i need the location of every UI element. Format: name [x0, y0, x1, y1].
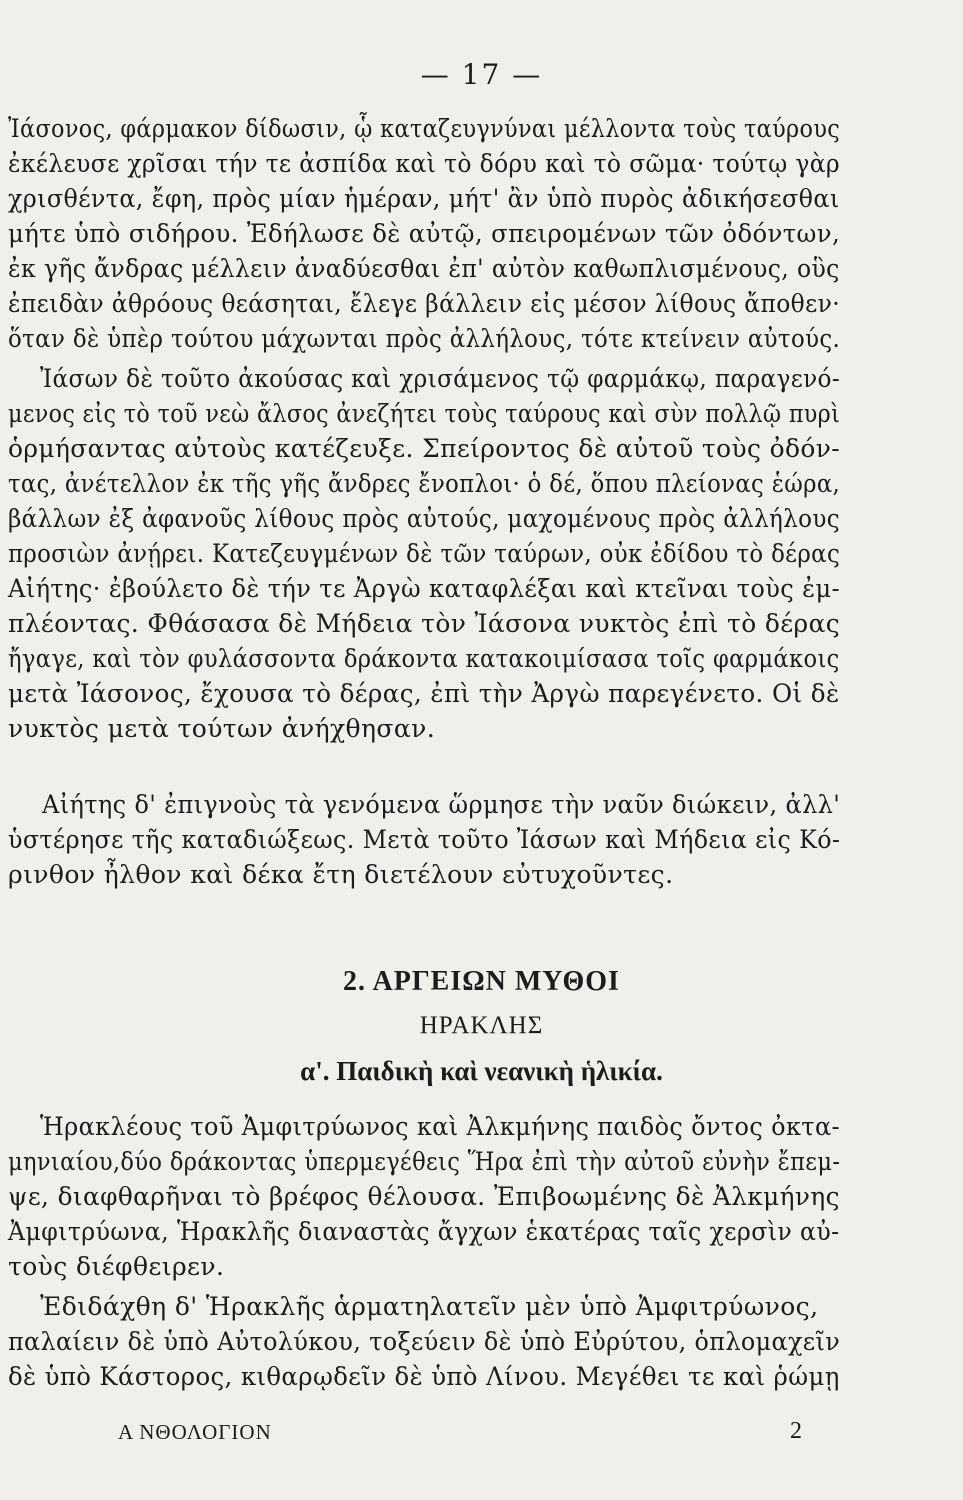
- text-line: μηνιαίου,δύο δράκοντας ὑπερμεγέθεις Ἥρα ἐπὶ τὴν αὐτοῦ εὐνὴν ἔπεμ-: [8, 1147, 841, 1176]
- footer-signature: Α ΝΘΟΛΟΓΙΟΝ: [118, 1420, 272, 1444]
- text-line: ψε, διαφθαρῆναι τὸ βρέφος θέλουσα. Ἐπιβοωμένης δὲ Ἀλκμήνης: [8, 1182, 840, 1211]
- signature-number: 2: [790, 1418, 802, 1444]
- text-line: προσιὼν ἀνῄρει. Κατεζευγμένων δὲ τῶν ταύρων, οὐκ ἐδίδου τὸ δέρας: [8, 539, 841, 568]
- text-line: Ἰάσονος, φάρμακον δίδωσιν, ᾧ καταζευγνύναι μέλλοντα τοὺς ταύρους: [8, 114, 841, 143]
- text-line: Αἰήτης δ' ἐπιγνοὺς τὰ γενόμενα ὥρμησε τὴν ναῦν διώκειν, ἀλλ': [42, 790, 841, 819]
- text-line: μήτε ὑπὸ σιδήρου. Ἐδήλωσε δὲ αὐτῷ, σπειρομένων τῶν ὀδόντων,: [8, 219, 841, 248]
- text-line: ἤγαγε, καὶ τὸν φυλάσσοντα δράκοντα κατακοιμίσασα τοῖς φαρμάκοις: [8, 644, 840, 673]
- text-line: ἐκέλευσε χρῖσαι τήν τε ἀσπίδα καὶ τὸ δόρυ καὶ τὸ σῶμα· τούτῳ γὰρ: [8, 149, 841, 178]
- text-line: Ἀμφιτρύωνα, Ἡρακλῆς διαναστὰς ἄγχων ἑκατέρας ταῖς χερσὶν αὐ-: [8, 1217, 840, 1246]
- text-line: τας, ἀνέτελλον ἐκ τῆς γῆς ἄνδρες ἔνοπλοι· ὁ δέ, ὅπου πλείονας ἑώρα,: [8, 469, 841, 498]
- text-line: Ἡρακλέους τοῦ Ἀμφιτρύωνος καὶ Ἀλκμήνης παιδὸς ὄντος ὀκτα-: [40, 1112, 840, 1141]
- text-line: Ἐδιδάχθη δ' Ἡρακλῆς ἁρματηλατεῖν μὲν ὑπὸ Ἀμφιτρύωνος,: [40, 1292, 819, 1321]
- text-line: ἐπειδὰν ἀθρόους θεάσηται, ἔλεγε βάλλειν εἰς μέσον λίθους ἄποθεν·: [8, 289, 841, 318]
- page-number: — 17 —: [420, 58, 543, 91]
- text-line: ἐκ γῆς ἄνδρας μέλλειν ἀναδύεσθαι ἐπ' αὐτὸν καθωπλισμένους, οὓς: [8, 254, 840, 283]
- text-line: μενος εἰς τὸ τοῦ νεὼ ἄλσος ἀνεζήτει τοὺς ταύρους καὶ σὺν πολλῷ πυρὶ: [8, 399, 841, 428]
- text-line: χρισθέντα, ἔφη, πρὸς μίαν ἡμέραν, μήτ' ἂν ὑπὸ πυρὸς ἀδικήσεσθαι: [8, 184, 840, 213]
- text-line: πλέοντας. Φθάσασα δὲ Μήδεια τὸν Ἰάσονα νυκτὸς ἐπὶ τὸ δέρας: [8, 609, 841, 638]
- sub-heading: ΗΡΑΚΛΗΣ: [419, 1012, 544, 1039]
- text-line: τοὺς διέφθειρεν.: [8, 1252, 225, 1281]
- text-line: παλαίειν δὲ ὑπὸ Αὐτολύκου, τοξεύειν δὲ ὑπὸ Εὐρύτου, ὁπλομαχεῖν: [8, 1327, 841, 1356]
- text-line: Αἰήτης· ἐβούλετο δὲ τήν τε Ἀργὼ καταφλέξαι καὶ κτεῖναι τοὺς ἐμ-: [8, 574, 841, 603]
- text-line: ὁρμήσαντας αὐτοὺς κατέζευξε. Σπείροντος δὲ αὐτοῦ τοὺς ὀδόν-: [8, 434, 841, 463]
- part-heading: α'. Παιδικὴ καὶ νεανικὴ ἡλικία.: [300, 1056, 663, 1086]
- text-line: βάλλων ἐξ ἀφανοῦς λίθους πρὸς αὐτούς, μαχομένους πρὸς ἀλλήλους: [8, 504, 840, 533]
- text-line: ὅταν δὲ ὑπὲρ τούτου μάχωνται πρὸς ἀλλήλους, τότε κτείνειν αὐτούς.: [8, 324, 841, 353]
- section-heading: 2. ΑΡΓΕΙΩΝ ΜΥΘΟΙ: [343, 966, 620, 997]
- text-line: δὲ ὑπὸ Κάστορος, κιθαρῳδεῖν δὲ ὑπὸ Λίνου. Μεγέθει τε καὶ ῥώμῃ: [8, 1362, 840, 1391]
- text-line: ρινθον ἦλθον καὶ δέκα ἔτη διετέλουν εὐτυχοῦντες.: [8, 860, 674, 889]
- text-line: μετὰ Ἰάσονος, ἔχουσα τὸ δέρας, ἐπὶ τὴν Ἀργὼ παρεγένετο. Οἱ δὲ: [8, 679, 840, 708]
- text-line: νυκτὸς μετὰ τούτων ἀνήχθησαν.: [8, 714, 436, 743]
- text-line: Ἰάσων δὲ τοῦτο ἀκούσας καὶ χρισάμενος τῷ φαρμάκῳ, παραγενό-: [40, 364, 841, 393]
- text-line: ὑστέρησε τῆς καταδιώξεως. Μετὰ τοῦτο Ἰάσων καὶ Μήδεια εἰς Κό-: [8, 825, 841, 854]
